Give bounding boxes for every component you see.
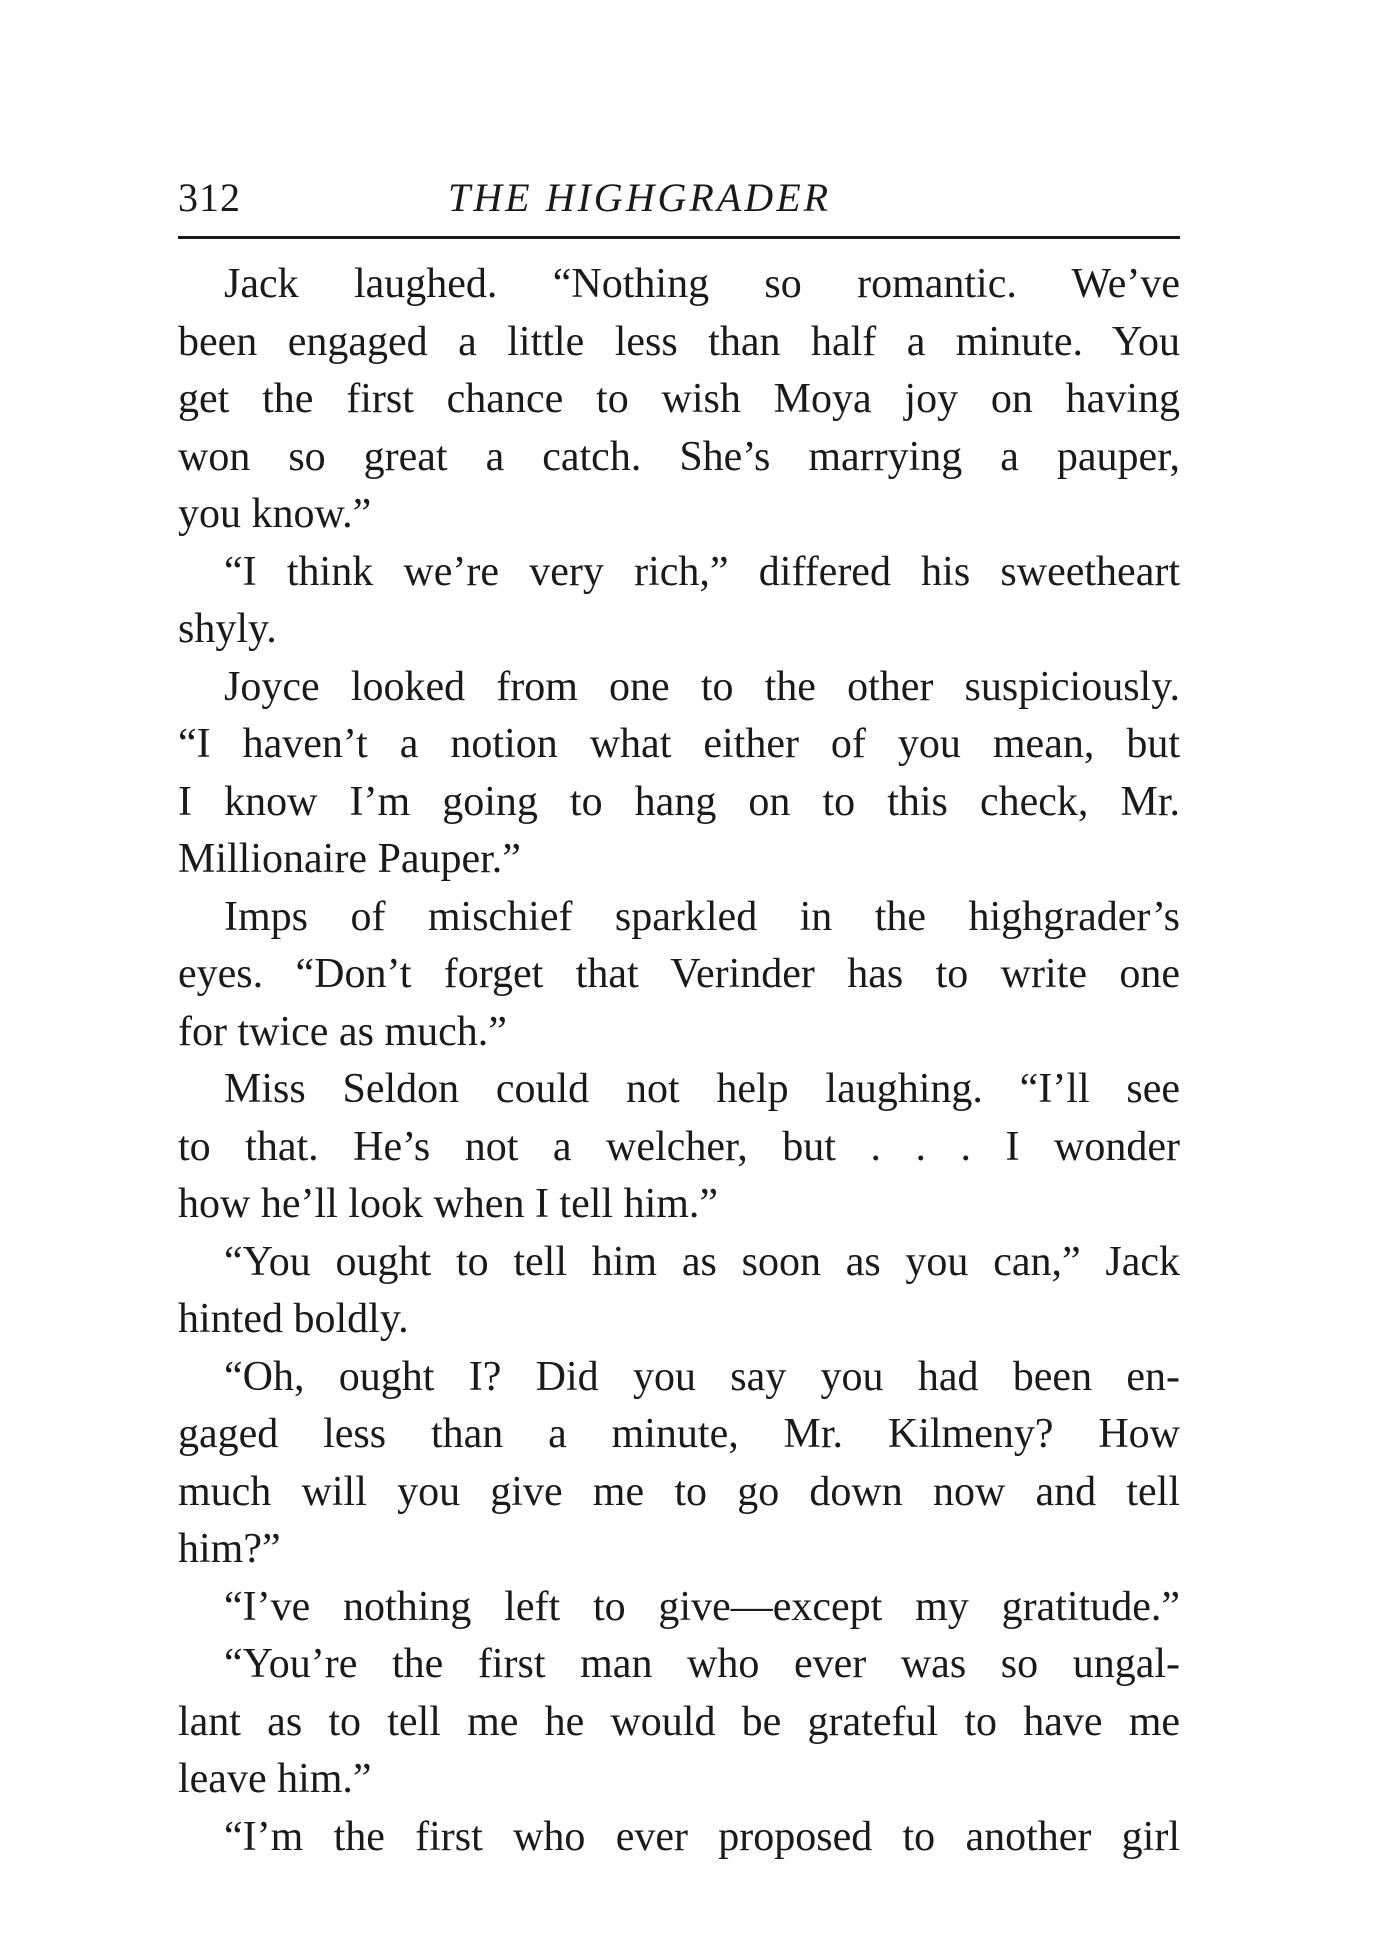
text-line: won so great a catch. She’s marrying a pauper, [178,433,1180,480]
text-line: Miss Seldon could not help laughing. “I’ll see [224,1066,1180,1112]
page-number: 312 [178,175,241,220]
header-rule [178,236,1180,239]
text-line: “You ought to tell him as soon as you can,” Jack [224,1238,1180,1285]
body-text [178,256,1180,1866]
text-line: Jack laughed. “Nothing so romantic. We’ve [224,261,1180,307]
text-line: shyly. [178,606,277,652]
text-line: been engaged a little less than half a minute. You [178,318,1180,365]
text-line: “Oh, ought I? Did you say you had been en- [224,1353,1180,1400]
text-line: for twice as much.” [178,1008,507,1055]
text-line: Imps of mischief sparkled in the highgrader’s [224,893,1180,940]
text-line: eyes. “Don’t forget that Verinder has to write one [178,951,1180,997]
running-title: THE HIGHGRADER [448,175,832,220]
text-line: “I’m the first who ever proposed to another girl [224,1813,1180,1860]
text-line: lant as to tell me he would be grateful to have me [178,1698,1180,1745]
text-line: gaged less than a minute, Mr. Kilmeny? How [178,1411,1180,1457]
text-line: to that. He’s not a welcher, but . . . I wonder [178,1123,1180,1170]
text-line: how he’ll look when I tell him.” [178,1181,719,1227]
text-line: I know I’m going to hang on to this check, Mr. [178,778,1180,825]
text-line: Joyce looked from one to the other suspiciously. [224,663,1180,710]
text-line: “I think we’re very rich,” differed his sweetheart [224,548,1180,595]
text-line: you know.” [178,491,372,537]
text-line: “You’re the first man who ever was so ungal- [224,1641,1180,1687]
text-line: him?” [178,1526,281,1572]
text-line: “I’ve nothing left to give—except my gratitude.” [224,1583,1180,1630]
text-line: “I haven’t a notion what either of you mean, but [178,721,1180,767]
text-line: Millionaire Pauper.” [178,836,521,882]
text-line: get the first chance to wish Moya joy on having [178,376,1180,422]
text-line: much will you give me to go down now and tell [178,1468,1180,1515]
text-line: leave him.” [178,1756,372,1802]
text-line: hinted boldly. [178,1296,409,1342]
running-header [178,168,1180,236]
